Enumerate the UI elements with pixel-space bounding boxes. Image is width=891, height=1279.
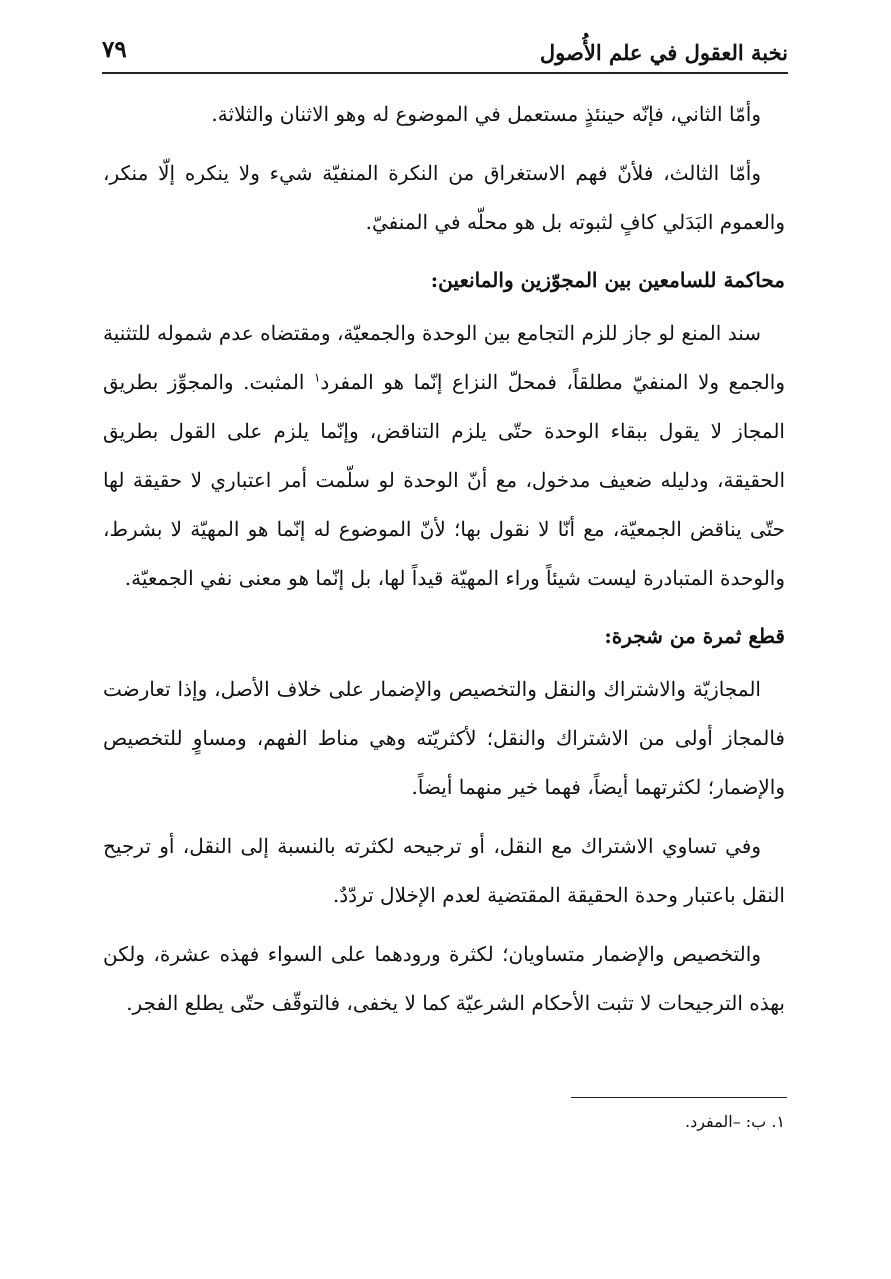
- footnote: ١. ب: –المفرد.: [684, 1112, 785, 1131]
- paragraph-5: وفي تساوي الاشتراك مع النقل، أو ترجيحه لكثرته بالنسبة إلى النقل، أو ترجيح النقل باعتبار وحدة الحقيقة المقتضية لعدم الإخلال تردّدٌ.: [103, 834, 785, 907]
- header-divider: [102, 72, 788, 74]
- running-header: [102, 28, 788, 68]
- running-title: نخبة العقول في علم الأُصول: [539, 40, 788, 65]
- section-heading-1: محاكمة للسامعين بين المجوّزين والمانعين:: [430, 268, 785, 292]
- section-heading-2: قطع ثمرة من شجرة:: [604, 624, 785, 648]
- paragraph-6: والتخصيص والإضمار متساويان؛ لكثرة ورودهما على السواء فهذه عشرة، ولكن بهذه الترجيحات لا تثبت الأحكام الشرعيّة كما لا يخفى، فالتوقّف حتّى يطلع الفجر.: [103, 942, 785, 1015]
- paragraph-3: [103, 309, 785, 603]
- paragraph-3-part-2: المثبت. والمجوِّز بطريق المجاز لا يقول ببقاء الوحدة حتّى يلزم التناقض، وإنّما يلزم على القول بطريق الحقيقة، ودليله ضعيف مدخول، مع أنّ الوحدة لو سلّمت أمر اعتباري لا حقيقة لها حتّى يناقض الجمعيّة، مع أنّا لا نقول بها؛ لأنّ الموضوع له إنّما هو المهيّة لا بشرط، والوحدة المتبادرة ليست شيئاً وراء المهيّة قيداً لها، بل إنّما هو معنى نفي الجمعيّة.: [103, 370, 785, 590]
- body-text: [103, 90, 785, 1038]
- paragraph-2: وأمّا الثالث، فلأنّ فهم الاستغراق من النكرة المنفيّة شيء ولا ينكره إلّا منكر، والعموم البَدَلي كافٍ لثبوته بل هو محلّه في المنفيّ.: [103, 161, 785, 234]
- paragraph-1: وأمّا الثاني، فإنّه حينئذٍ مستعمل في الموضوع له وهو الاثنان والثلاثة.: [211, 102, 761, 126]
- paragraph-3-part-1: سند المنع لو جاز للزم التجامع بين الوحدة والجمعيّة، ومقتضاه عدم شموله للتثنية والجمع ولا المنفيّ مطلقاً، فمحلّ النزاع إنّما هو المفرد: [103, 321, 785, 394]
- footnote-marker: ١: [313, 370, 321, 385]
- page-number: ٧٩: [102, 36, 127, 63]
- paragraph-4: المجازيّة والاشتراك والنقل والتخصيص والإضمار على خلاف الأصل، وإذا تعارضت فالمجاز أولى من الاشتراك والنقل؛ لأكثريّته وهي مناط الفهم، ومساوٍ للتخصيص والإضمار؛ لكثرتهما أيضاً، فهما خير منهما أيضاً.: [103, 677, 785, 799]
- footnote-divider: [571, 1097, 787, 1098]
